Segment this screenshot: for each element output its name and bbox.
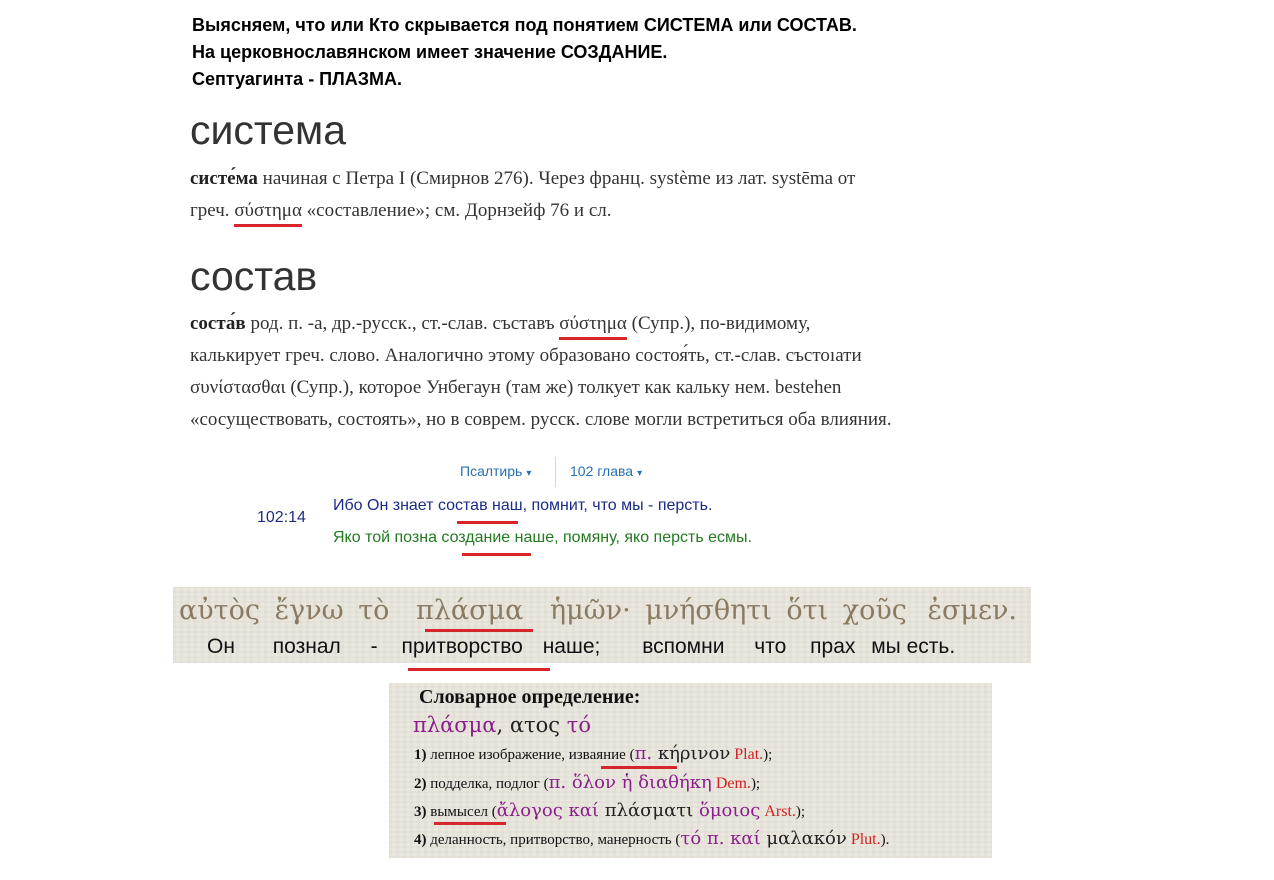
chevron-down-icon: ▾ <box>526 468 532 479</box>
verse-key-sostav: состав <box>437 497 488 514</box>
page-header <box>192 12 1192 93</box>
greek-systema-highlight: σύστημα <box>234 200 302 227</box>
header-line-1: Выясняем, что или Кто скрывается под понятием СИСТЕМА или СОСТАВ. <box>192 15 857 35</box>
translation-line: Он познал - притворство наше; вспомни что прах мы есть. <box>207 635 956 658</box>
entry-sistema-text <box>190 163 855 227</box>
entry-sistema-line-1: систе́ма начиная с Петра I (Смирнов 276). Через франц. systѐme из лат. systēma от <box>190 168 856 189</box>
entry-sostav-line-1: соста́в род. п. -а, др.-русск., ст.-слав. съставъ σύστημα (Супр.), по-видимому, <box>190 308 892 340</box>
sense-2: 2) подделка, подлог (π. ὅλον ἡ διαθήκη Dem.); <box>414 772 761 793</box>
highlight-pritvorstvo-underline <box>408 668 550 671</box>
book-dropdown[interactable]: Псалтирь ▾ <box>460 463 532 479</box>
sense-4: 4) деланность, притворство, манерность (τό π. καί μαλακόν Plut.). <box>414 828 890 849</box>
entry-sistema-line-2: греч. σύστημα «составление»; см. Дорнзейф 76 и сл. <box>190 195 855 227</box>
greek-interlinear-panel <box>173 587 1031 663</box>
dictionary-lemma: πλάσμα, ατος τό <box>413 713 591 737</box>
entry-sostav-line-4: «сосуществовать, состоять», но в соврем. русск. слове могли встретиться оба влияния. <box>190 409 892 430</box>
greek-plasma: πλάσμα <box>416 595 524 626</box>
header-line-2: На церковнославянском имеет значение СОЗДАНИЕ. <box>192 42 668 62</box>
verse-key-sozdanie: создание <box>441 529 511 546</box>
sense-1: 1) лепное изображение, изваяние (π. κήρινον Plat.); <box>414 743 773 764</box>
verse-reference: 102:14 <box>257 509 306 526</box>
highlight-plasma-underline <box>425 629 533 632</box>
verse-church-slavonic: Яко той позна создание наше, помяну, яко персть есмы. <box>333 529 752 546</box>
headword-sistema: система <box>190 107 347 153</box>
entry-sostav-line-3: συνίστασθαι (Супр.), которое Унбегаун (там же) толкует как кальку нем. bestehen <box>190 377 842 398</box>
highlight-sozdanie-underline <box>462 553 531 556</box>
chevron-down-icon: ▾ <box>637 468 643 479</box>
lemma-sistema: систе́ма <box>190 168 258 189</box>
translation-pritvorstvo: притворство <box>401 635 523 658</box>
headword-sostav: состав <box>190 253 318 299</box>
entry-sostav-text <box>190 308 892 436</box>
dictionary-title: Словарное определение: <box>419 686 641 708</box>
highlight-izvayanie-underline <box>601 766 677 769</box>
chapter-dropdown[interactable]: 102 глава ▾ <box>570 463 643 479</box>
lemma-sostav: соста́в <box>190 313 246 334</box>
entry-sostav-line-2: калькирует греч. слово. Аналогично этому образовано состоя́ть, ст.-слав. състоıати <box>190 345 862 366</box>
sense-key-izvayanie: изваяние <box>568 747 626 763</box>
header-line-3: Септуагинта - ПЛАЗМА. <box>192 69 403 89</box>
highlight-sostav-underline <box>457 521 518 524</box>
highlight-vymysel-underline <box>434 822 506 825</box>
sense-3: 3) вымысел (ἄλογος καί πλάσματι ὅμοιος Arst.); <box>414 800 806 821</box>
greek-systema-highlight-2: σύστημα <box>559 313 627 340</box>
verse-russian: Ибо Он знает состав наш, помнит, что мы - персть. <box>333 497 713 514</box>
sense-key-vymysel: вымысел <box>430 804 488 820</box>
dictionary-panel <box>389 683 992 858</box>
greek-verse-line: αὐτὸς ἔγνω τὸ πλάσμα ἡμῶν· μνήσθητι ὅτι χοῦς ἐσμεν. <box>179 595 1017 626</box>
nav-divider <box>555 457 556 487</box>
